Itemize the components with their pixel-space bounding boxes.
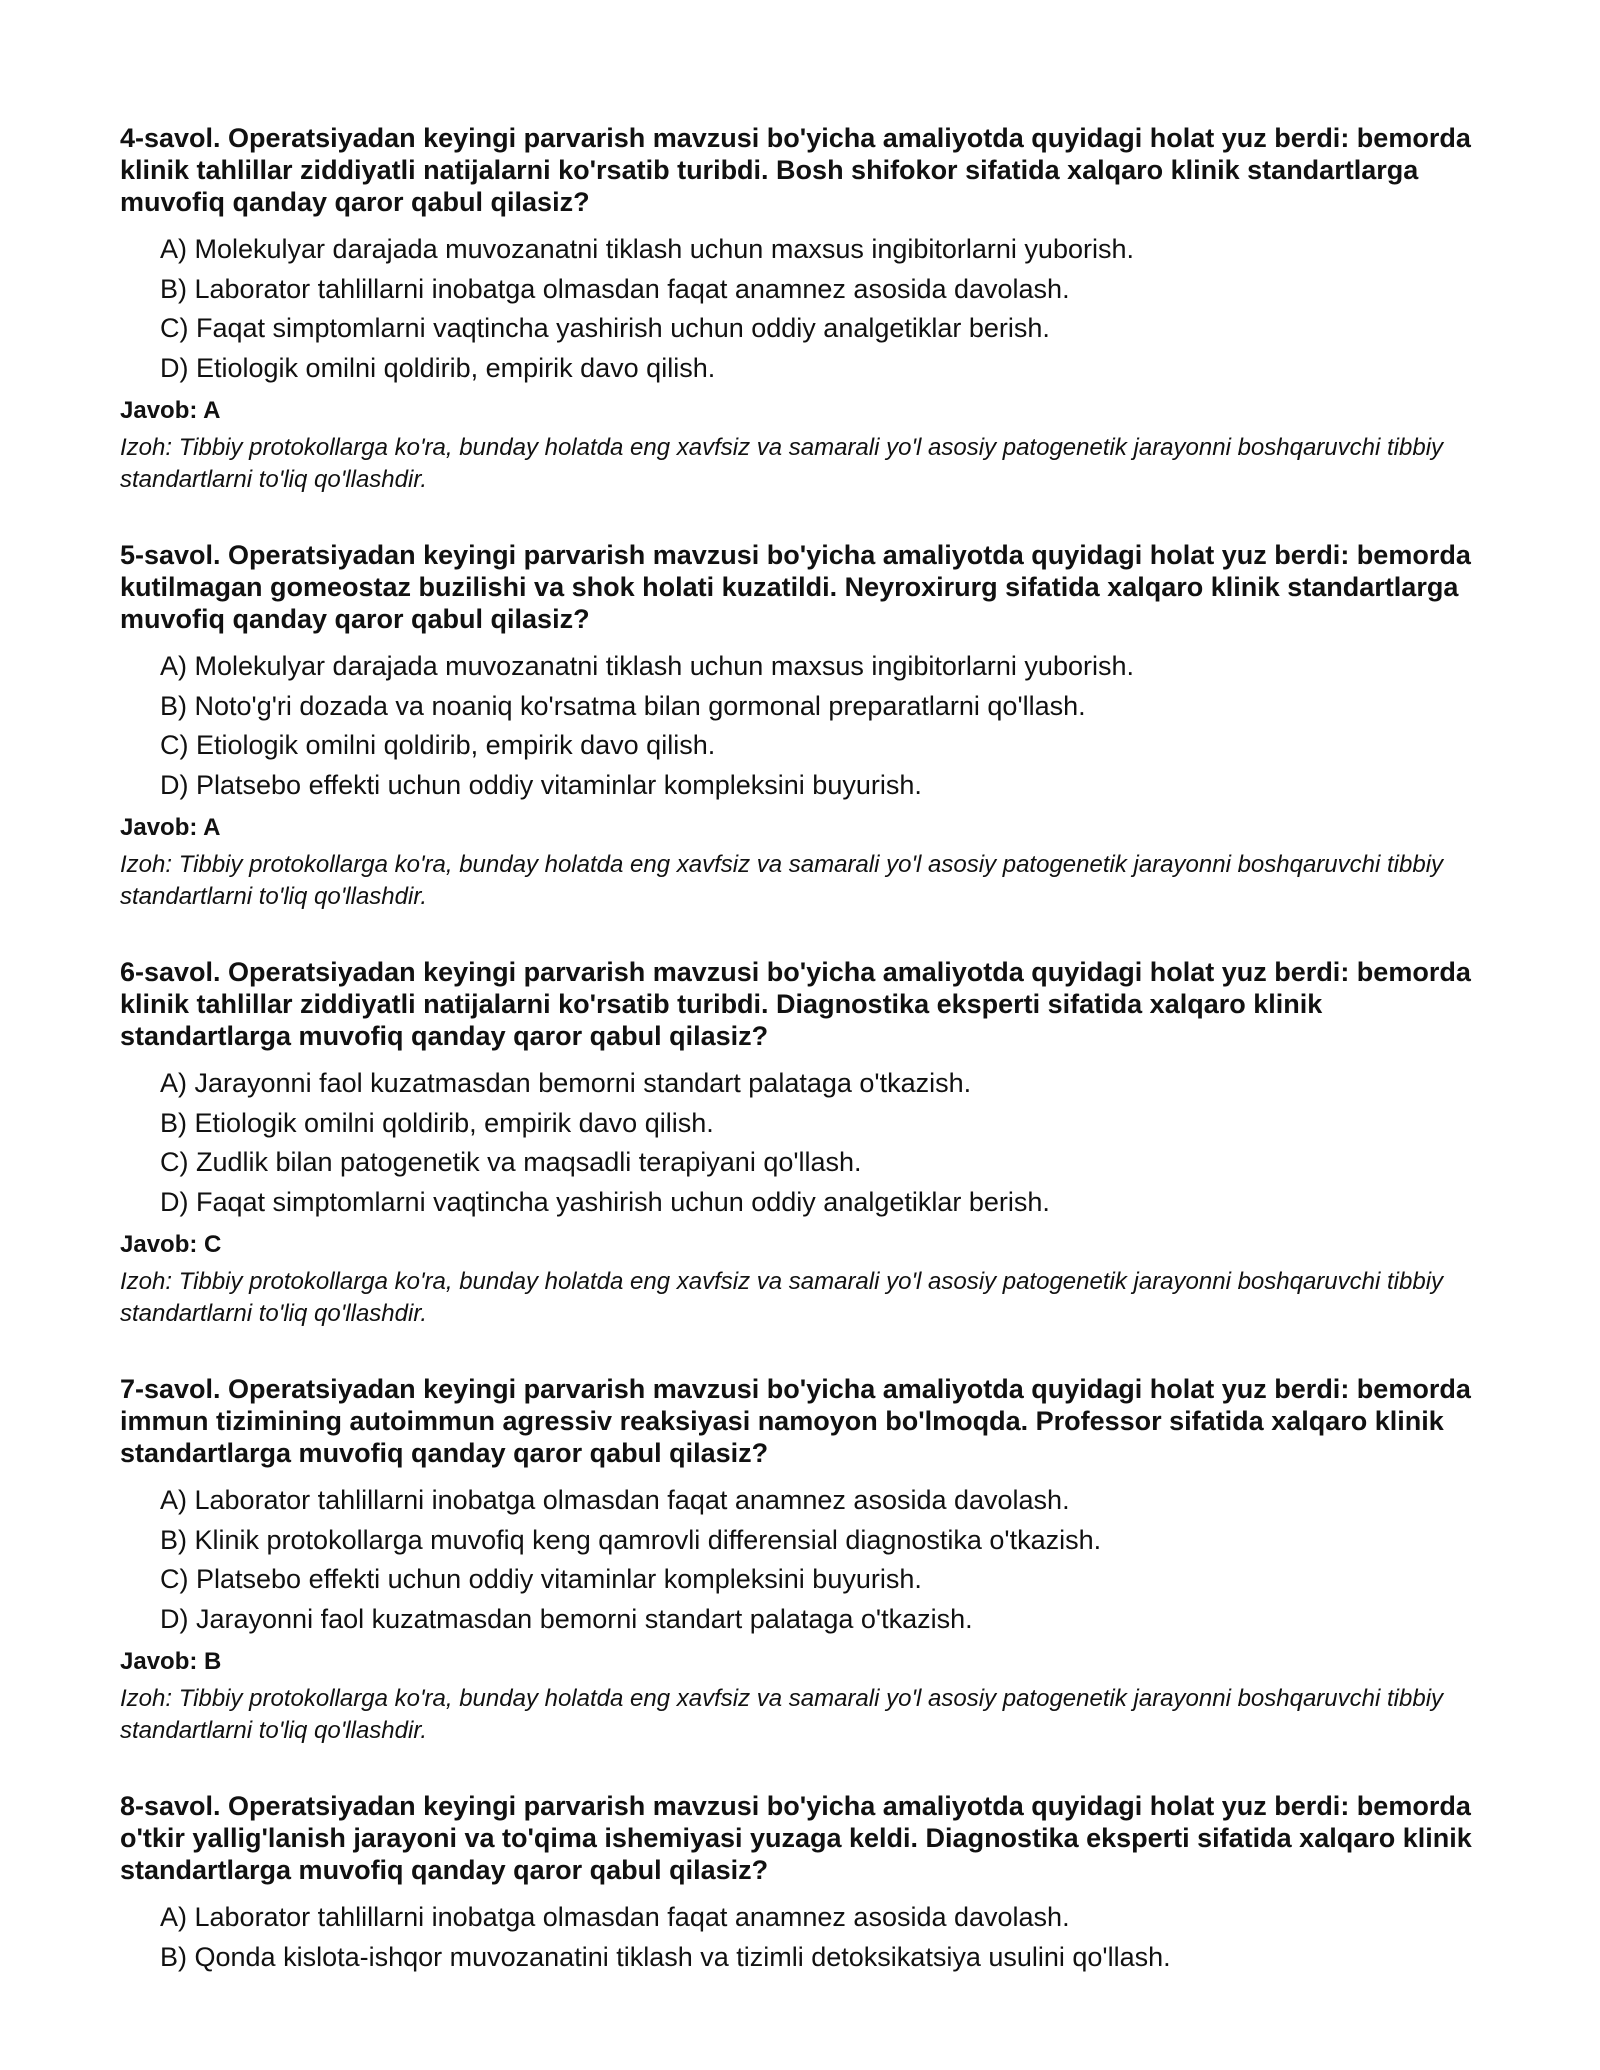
option-c: C) Etiologik omilni qoldirib, empirik davo qilish. — [160, 730, 716, 760]
question-title: 7-savol. Operatsiyadan keyingi parvarish mavzusi bo'yicha amaliyotda quyidagi holat yuz berdi: bemorda immun tizimining autoimmun agressiv reaksiyasi namoyon bo'lmoqda. Professor sifatida xalqaro klinik standartlarga muvofiq qanday qaror qabul qilasiz? — [120, 1374, 1471, 1468]
question-title: 4-savol. Operatsiyadan keyingi parvarish mavzusi bo'yicha amaliyotda quyidagi holat yuz berdi: bemorda klinik tahlillar ziddiyatli natijalarni ko'rsatib turibdi. Bosh shifokor sifatida xalqaro klinik standartlarga muvofiq qanday qaror qabul qilasiz? — [120, 123, 1471, 217]
question-7 — [120, 1373, 1500, 1747]
option-list — [120, 1481, 1500, 1639]
question-8 — [120, 1790, 1500, 1977]
option-c: C) Zudlik bilan patogenetik va maqsadli terapiyani qo'llash. — [160, 1147, 862, 1177]
option-b: B) Klinik protokollarga muvofiq keng qamrovli differensial diagnostika o'tkazish. — [160, 1524, 1102, 1555]
option-b: B) Laborator tahlillarni inobatga olmasdan faqat anamnez asosida davolash. — [160, 273, 1070, 304]
answer-label: Javob: B — [120, 1648, 222, 1675]
question-title: 6-savol. Operatsiyadan keyingi parvarish mavzusi bo'yicha amaliyotda quyidagi holat yuz berdi: bemorda klinik tahlillar ziddiyatli natijalarni ko'rsatib turibdi. Diagnostika eksperti sifatida xalqaro klinik standartlarga muvofiq qanday qaror qabul qilasiz? — [120, 957, 1471, 1051]
option-d: D) Jarayonni faol kuzatmasdan bemorni standart palataga o'tkazish. — [160, 1603, 973, 1634]
option-a: A) Molekulyar darajada muvozanatni tiklash uchun maxsus ingibitorlarni yuborish. — [160, 234, 1134, 264]
option-list — [120, 1898, 1500, 1977]
option-c: C) Faqat simptomlarni vaqtincha yashirish uchun oddiy analgetiklar berish. — [160, 313, 1050, 343]
question-5 — [120, 539, 1500, 913]
question-title: 5-savol. Operatsiyadan keyingi parvarish mavzusi bo'yicha amaliyotda quyidagi holat yuz berdi: bemorda kutilmagan gomeostaz buzilishi va shok holati kuzatildi. Neyroxirurg sifatida xalqaro klinik standartlarga muvofiq qanday qaror qabul qilasiz? — [120, 540, 1471, 634]
option-list — [120, 230, 1500, 388]
question-4 — [120, 122, 1500, 496]
option-c: C) Platsebo effekti uchun oddiy vitaminlar kompleksini buyurish. — [160, 1564, 922, 1594]
answer-label: Javob: A — [120, 814, 221, 841]
explanation-text: Izoh: Tibbiy protokollarga ko'ra, bunday holatda eng xavfsiz va samarali yo'l asosiy patogenetik jarayonni boshqaruvchi tibbiy standartlarni to'liq qo'llashdir. — [120, 851, 1444, 910]
option-d: D) Etiologik omilni qoldirib, empirik davo qilish. — [160, 352, 716, 383]
option-b: B) Noto'g'ri dozada va noaniq ko'rsatma bilan gormonal preparatlarni qo'llash. — [160, 690, 1086, 721]
document-page — [120, 122, 1500, 2020]
explanation-text: Izoh: Tibbiy protokollarga ko'ra, bunday holatda eng xavfsiz va samarali yo'l asosiy patogenetik jarayonni boshqaruvchi tibbiy standartlarni to'liq qo'llashdir. — [120, 1685, 1444, 1744]
explanation-text: Izoh: Tibbiy protokollarga ko'ra, bunday holatda eng xavfsiz va samarali yo'l asosiy patogenetik jarayonni boshqaruvchi tibbiy standartlarni to'liq qo'llashdir. — [120, 1268, 1444, 1327]
answer-label: Javob: A — [120, 397, 221, 424]
question-6 — [120, 956, 1500, 1330]
option-a: A) Jarayonni faol kuzatmasdan bemorni standart palataga o'tkazish. — [160, 1068, 972, 1098]
option-a: A) Laborator tahlillarni inobatga olmasdan faqat anamnez asosida davolash. — [160, 1902, 1070, 1932]
option-b: B) Etiologik omilni qoldirib, empirik davo qilish. — [160, 1107, 714, 1138]
option-a: A) Laborator tahlillarni inobatga olmasdan faqat anamnez asosida davolash. — [160, 1485, 1070, 1515]
option-a: A) Molekulyar darajada muvozanatni tiklash uchun maxsus ingibitorlarni yuborish. — [160, 651, 1134, 681]
option-d: D) Platsebo effekti uchun oddiy vitaminlar kompleksini buyurish. — [160, 769, 922, 800]
option-list — [120, 647, 1500, 805]
answer-label: Javob: C — [120, 1231, 222, 1258]
explanation-text: Izoh: Tibbiy protokollarga ko'ra, bunday holatda eng xavfsiz va samarali yo'l asosiy patogenetik jarayonni boshqaruvchi tibbiy standartlarni to'liq qo'llashdir. — [120, 434, 1444, 493]
option-d: D) Faqat simptomlarni vaqtincha yashirish uchun oddiy analgetiklar berish. — [160, 1186, 1050, 1217]
option-b: B) Qonda kislota-ishqor muvozanatini tiklash va tizimli detoksikatsiya usulini qo'llash. — [160, 1941, 1171, 1972]
option-list — [120, 1064, 1500, 1222]
question-title: 8-savol. Operatsiyadan keyingi parvarish mavzusi bo'yicha amaliyotda quyidagi holat yuz berdi: bemorda o'tkir yallig'lanish jarayoni va to'qima ishemiyasi yuzaga keldi. Diagnostika eksperti sifatida xalqaro klinik standartlarga muvofiq qanday qaror qabul qilasiz? — [120, 1791, 1472, 1885]
